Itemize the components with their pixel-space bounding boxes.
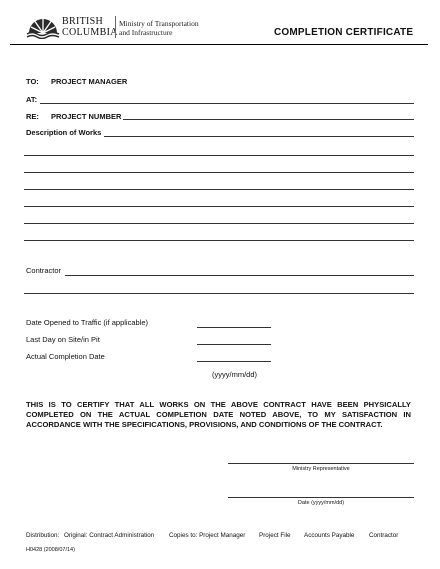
form-code: H0428 (2008/07/14) [26, 547, 75, 553]
at-label: AT: [26, 95, 38, 104]
re-value: PROJECT NUMBER [51, 112, 122, 121]
ministry-name-line2: and Infrastructure [119, 28, 173, 37]
to-value: PROJECT MANAGER [51, 77, 128, 86]
bc-sun-logo-icon [26, 15, 60, 39]
to-label: TO: [26, 77, 39, 86]
contractor-label: Contractor [26, 266, 62, 275]
description-line[interactable] [24, 206, 414, 207]
distribution-accounts-payable: Accounts Payable [304, 532, 355, 539]
description-line[interactable] [24, 172, 414, 173]
distribution-contractor: Contractor [369, 532, 399, 539]
certification-statement: THIS IS TO CERTIFY THAT ALL WORKS ON THE ABOVE CONTRACT HAVE BEEN PHYSICALLY COMPLETED ON THE ACTUAL COMPLETION DATE NOTED ABOVE, TO MY SATISFACTION IN ACCORDANCE WITH THE SPECIFICATIONS, PROVISIONS, AND CONDITIONS OF THE CONTRACT. [26, 400, 411, 429]
page-title: COMPLETION CERTIFICATE [274, 27, 414, 38]
re-label: RE: [26, 112, 39, 121]
distribution-label: Distribution: [26, 532, 60, 539]
description-line[interactable] [24, 223, 414, 224]
distribution-copies-to: Copies to: Project Manager [169, 532, 246, 539]
actual-completion-field[interactable] [197, 361, 271, 362]
header-rule [10, 44, 428, 45]
date-opened-field[interactable] [197, 327, 271, 328]
org-name-line2: COLUMBIA [62, 27, 118, 38]
date-format-hint: (yyyy/mm/dd) [212, 370, 257, 379]
description-label: Description of Works [26, 128, 102, 137]
last-day-field[interactable] [197, 344, 271, 345]
re-field-line[interactable] [123, 119, 414, 120]
distribution-original: Original: Contract Administration [64, 532, 155, 539]
header-divider [115, 16, 116, 38]
distribution-project-file: Project File [259, 532, 291, 539]
description-field-line[interactable] [104, 136, 414, 137]
representative-signature-line[interactable] [228, 463, 414, 464]
signature-date-line[interactable] [228, 497, 414, 498]
description-line[interactable] [24, 155, 414, 156]
signature-date-caption: Date (yyyy/mm/dd) [297, 500, 345, 506]
ministry-name-line1: Ministry of Transportation [119, 19, 199, 28]
at-field-line[interactable] [40, 103, 414, 104]
representative-caption: Ministry Representative [292, 466, 350, 472]
actual-completion-label: Actual Completion Date [26, 352, 105, 361]
org-name-line1: BRITISH [62, 16, 103, 27]
contractor-field-line[interactable] [65, 275, 414, 276]
description-line[interactable] [24, 189, 414, 190]
contractor-field-line-2[interactable] [24, 293, 414, 294]
description-line[interactable] [24, 240, 414, 241]
last-day-label: Last Day on Site/in Pit [26, 335, 100, 344]
date-opened-label: Date Opened to Traffic (if applicable) [26, 318, 149, 327]
